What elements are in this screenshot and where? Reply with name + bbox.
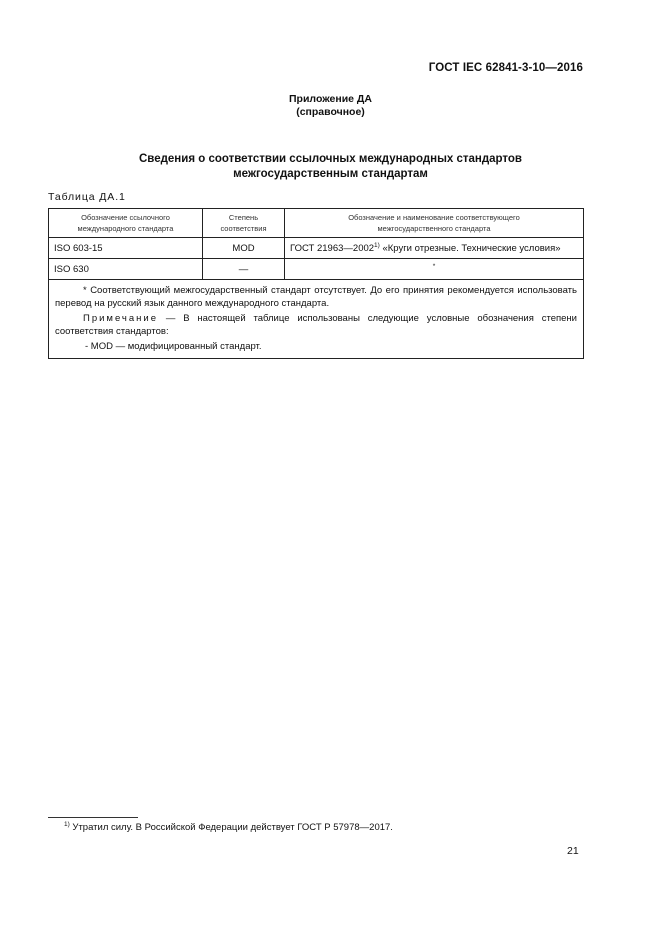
header-reference-standard: Обозначение ссылочного международного стандарта	[49, 209, 203, 238]
table-notes	[49, 280, 584, 359]
section-title-line1: Сведения о соответствии ссылочных международных стандартов	[138, 153, 522, 165]
note-label: Примечание	[83, 313, 158, 324]
page-number: 21	[567, 845, 579, 857]
cell-reference: ISO 630	[49, 259, 203, 280]
legend-item: - MOD — модифицированный стандарт.	[85, 341, 262, 352]
cell-reference: ISO 603-15	[49, 238, 203, 259]
header-interstate-standard: Обозначение и наименование соответствующего межгосударственного стандарта	[285, 209, 584, 238]
footnote-ref: 1)	[374, 241, 380, 249]
cell-gost: ГОСТ 21963—2002$^{1)}$ «Круги отрезные. Технические условия»	[285, 238, 584, 259]
cell-degree: MOD	[203, 238, 285, 259]
table-note: Примечание — В настоящей таблице использованы следующие условные обозначения степени соответствия стандартов:	[55, 313, 577, 337]
footnote-mark: 1)	[64, 820, 70, 828]
section-title-line2: межгосударственным стандартам	[233, 168, 428, 180]
cell-degree: —	[203, 259, 285, 280]
annex-subtitle: (справочное)	[296, 106, 365, 118]
cell-gost	[285, 259, 584, 280]
header-degree: Степень соответствия	[203, 209, 285, 238]
table-caption: Таблица ДА.1	[48, 191, 126, 203]
footnote: $^{1)}$ Утратил силу. В Российской Федерации действует ГОСТ Р 57978—2017.	[64, 820, 393, 833]
table-row	[49, 238, 584, 259]
table-row	[49, 259, 584, 280]
asterisk-mark: *	[432, 262, 436, 270]
footnote-separator	[48, 817, 138, 818]
document-code: ГОСТ IEC 62841-3-10—2016	[428, 62, 583, 74]
table-header-row	[49, 209, 584, 238]
asterisk-note: * Соответствующий межгосударственный стандарт отсутствует. До его принятия рекомендуется использовать перевод на русский язык данного международного стандарта.	[55, 285, 577, 309]
annex-title: Приложение ДА	[289, 93, 372, 105]
correspondence-table	[48, 208, 584, 359]
table-notes-row	[49, 280, 584, 359]
